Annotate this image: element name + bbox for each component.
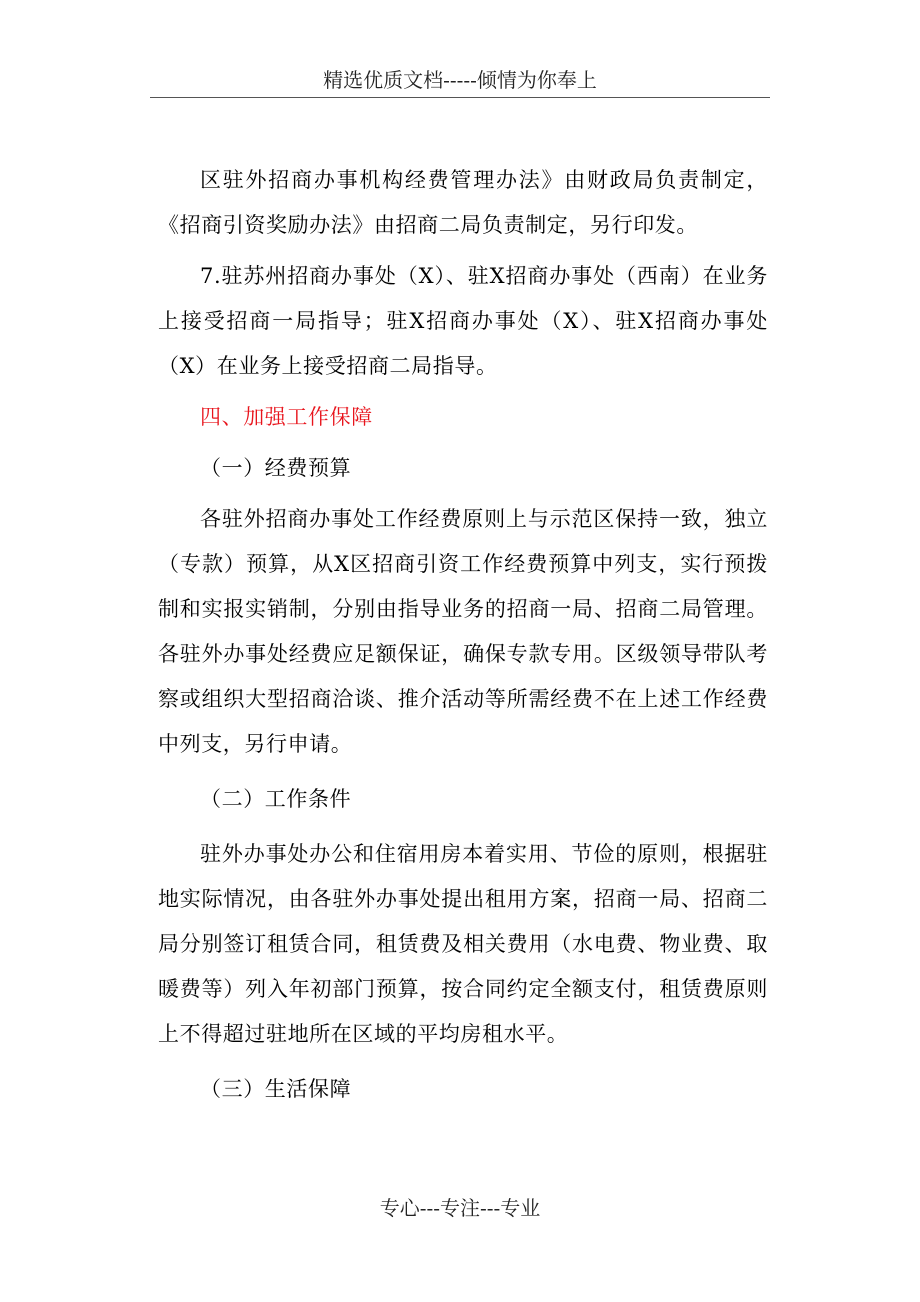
page-footer: 专心---专注---专业 <box>379 1196 541 1220</box>
section-heading-4: 四、加强工作保障 <box>200 405 373 429</box>
paragraph-2: 7.驻苏州招商办事处（X）、驻X招商办事处（西南）在业务上接受招商一局指导；驻X招商办事处（X）、驻X招商办事处（X）在业务上接受招商二局指导。 <box>158 264 768 378</box>
subheading-1: （一）经费预算 <box>200 456 352 480</box>
document-body <box>158 158 768 1112</box>
header-divider <box>150 97 770 98</box>
subheading-2: （二）工作条件 <box>200 787 352 811</box>
paragraph-4: 驻外办事处办公和住宿用房本着实用、节俭的原则，根据驻地实际情况，由各驻外办事处提出租用方案，招商一局、招商二局分别签订租赁合同，租赁费及相关费用（水电费、物业费、取暖费等）列入年初部门预算，按合同约定全额支付，租赁费原则上不得超过驻地所在区域的平均房租水平。 <box>158 842 768 1046</box>
page-header: 精选优质文档-----倾情为你奉上 <box>323 68 597 92</box>
paragraph-3: 各驻外招商办事处工作经费原则上与示范区保持一致，独立（专款）预算，从X区招商引资工作经费预算中列支，实行预拨制和实报实销制，分别由指导业务的招商一局、招商二局管理。各驻外办事处经费应足额保证，确保专款专用。区级领导带队考察或组织大型招商洽谈、推介活动等所需经费不在上述工作经费中列支，另行申请。 <box>158 507 768 756</box>
paragraph-1: 区驻外招商办事机构经费管理办法》由财政局负责制定，《招商引资奖励办法》由招商二局负责制定，另行印发。 <box>158 168 768 237</box>
subheading-3: （三）生活保障 <box>200 1077 352 1101</box>
